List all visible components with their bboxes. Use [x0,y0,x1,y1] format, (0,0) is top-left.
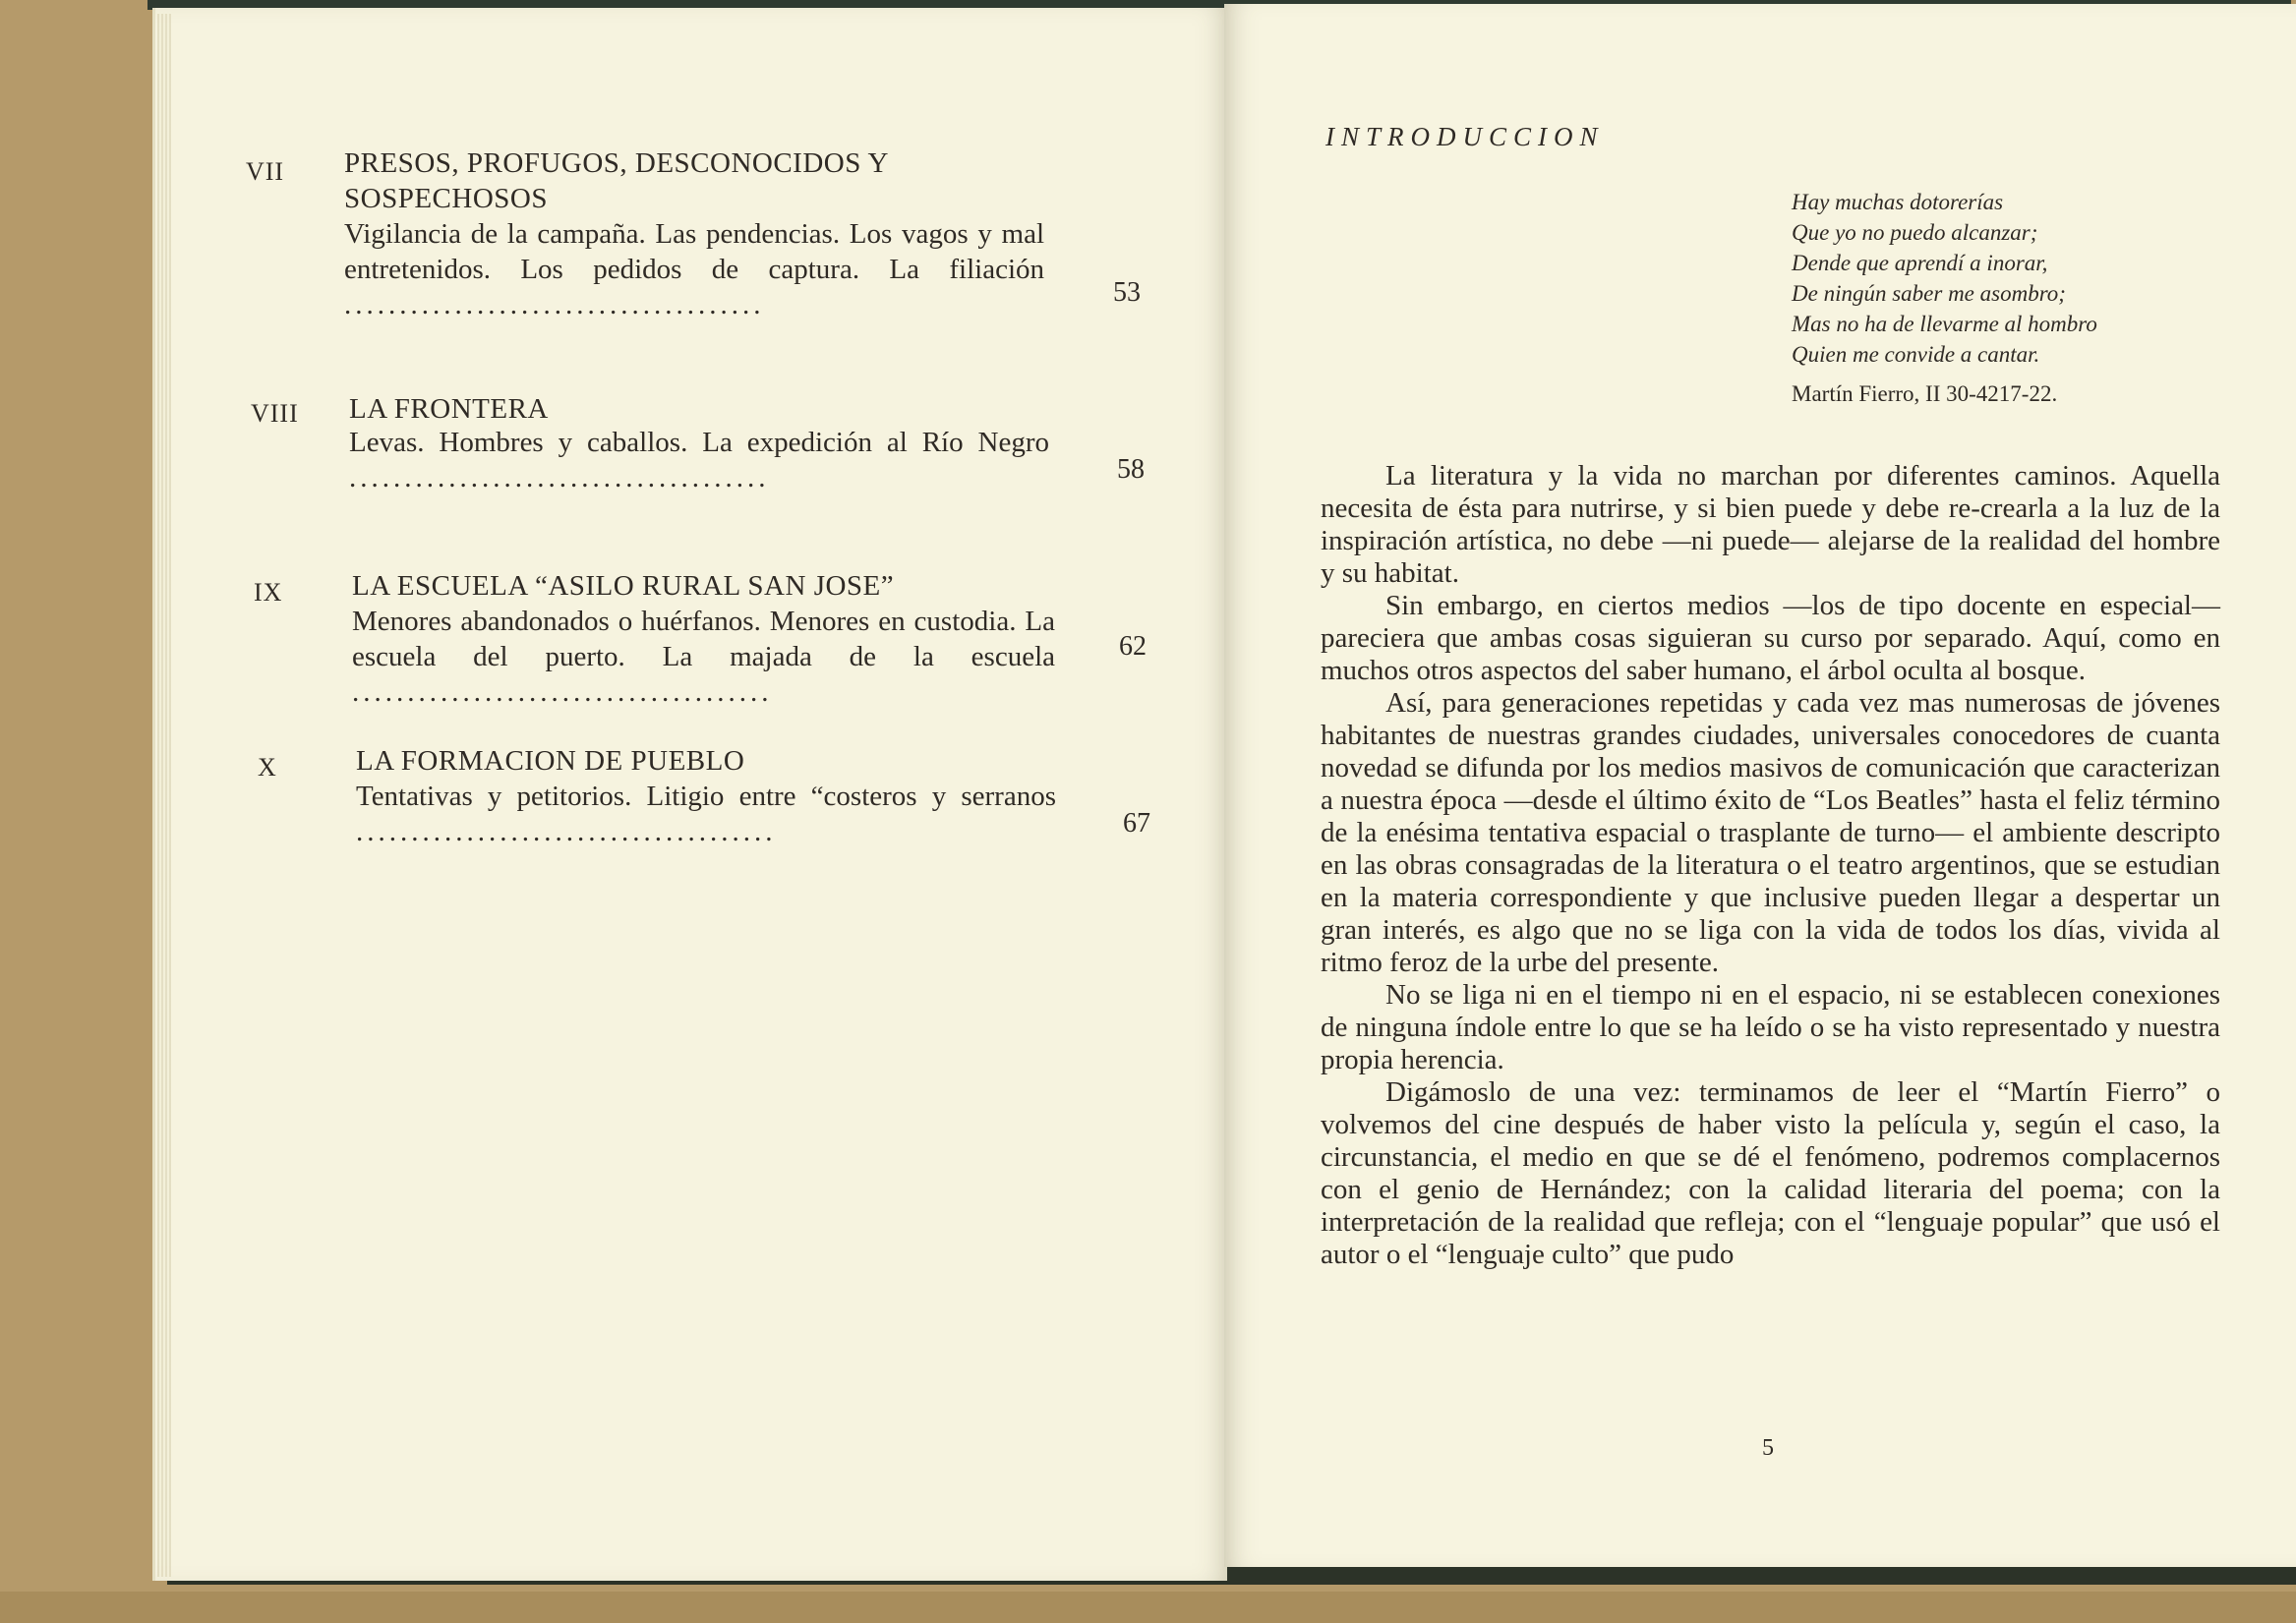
page-stack-edge [157,14,171,1577]
epigraph-line: Mas no ha de llevarme al hombro [1792,312,2097,336]
chapter-number: X [258,753,277,782]
chapter-page: 67 [1123,808,1150,839]
leader-dots: ...................................... [349,462,770,493]
epigraph [1792,187,2097,370]
paragraph: No se liga ni en el tiempo ni en el espacio, ni se establecen conexiones de ninguna índole entre lo que se ha leído o se ha visto representado y nuestra propia herencia. [1321,979,2220,1075]
epigraph-line: Que yo no puedo alcanzar; [1792,220,2038,245]
epigraph-line: Quien me convide a cantar. [1792,342,2040,367]
epigraph-line: De ningún saber me asombro; [1792,281,2066,306]
epigraph-line: Dende que aprendí a inorar, [1792,251,2048,275]
epigraph-source: Martín Fierro, II 30-4217-22. [1792,381,2058,406]
chapter-description: Vigilancia de la campaña. Las pendencias. Los vagos y mal entretenidos. Los pedidos de captura. La filiación ...................................... [344,218,1044,320]
introduction-body [1321,460,2220,1271]
leader-dots: ...................................... [352,676,773,708]
paragraph: Digámoslo de una vez: terminamos de leer el “Martín Fierro” o volvemos del cine después de haber visto la película y, según el caso, la circunstancia, el medio en que se dé el fenómeno, podremos complacernos con el genio de Hernández; con la calidad literaria del poema; con la interpretación de la realidad que refleja; con el “lenguaje popular” que usó el autor o el “lenguaje culto” que pudo [1321,1076,2220,1270]
paragraph: La literatura y la vida no marchan por diferentes caminos. Aquella necesita de ésta para nutrirse, y si bien puede y debe re-crearla a la luz de la inspiración artística, no debe —ni puede— alejarse de la realidad del hombre y su habitat. [1321,460,2220,589]
leader-dots: ...................................... [344,289,765,320]
chapter-page: 62 [1119,631,1147,662]
paragraph: Así, para generaciones repetidas y cada vez mas numerosas de jóvenes habitantes de nuestras grandes ciudades, universales conocedores de cuanta novedad se difunda por los medios masivos de comunicación que caracterizan a nuestra época —desde el último éxito de “Los Beatles” hasta el feliz término de la enésima tentativa espacial o trasplante de turno— el ambiente descripto en las obras consagradas de la literatura o el teatro argentinos, que se estudian en la materia correspondiente y que inclusive pueden llegar a despertar un gran interés, es algo que no se liga con la vida de todos los días, vivida al ritmo feroz de la urbe del presente. [1321,687,2220,978]
chapter-description: Levas. Hombres y caballos. La expedición al Río Negro ...................................... [349,427,1049,493]
chapter-title: LA FRONTERA [349,393,549,425]
paragraph: Sin embargo, en ciertos medios —los de tipo docente en especial— pareciera que ambas cosas siguieran su curso por separado. Aquí, como en muchos otros aspectos del saber humano, el árbol oculta al bosque. [1321,590,2220,686]
chapter-description: Menores abandonados o huérfanos. Menores en custodia. La escuela del puerto. La majada de la escuela ...................................... [352,606,1055,708]
chapter-page: 53 [1113,277,1141,308]
chapter-number: VIII [251,399,299,428]
chapter-number: VII [246,157,285,186]
chapter-title: LA FORMACION DE PUEBLO [356,745,745,777]
epigraph-line: Hay muchas dotorerías [1792,190,2004,214]
chapter-number: IX [254,578,283,607]
chapter-title: PRESOS, PROFUGOS, DESCONOCIDOS Y SOSPECHOSOS [344,147,888,214]
chapter-title: LA ESCUELA “ASILO RURAL SAN JOSE” [352,570,895,602]
chapter-page: 58 [1117,454,1145,485]
background-border [0,1592,2296,1623]
chapter-description: Tentativas y petitorios. Litigio entre “costeros y serranos ...................................... [356,781,1056,847]
section-heading: INTRODUCCION [1325,122,1605,151]
page-number: 5 [1762,1435,1774,1461]
leader-dots: ...................................... [356,816,777,847]
